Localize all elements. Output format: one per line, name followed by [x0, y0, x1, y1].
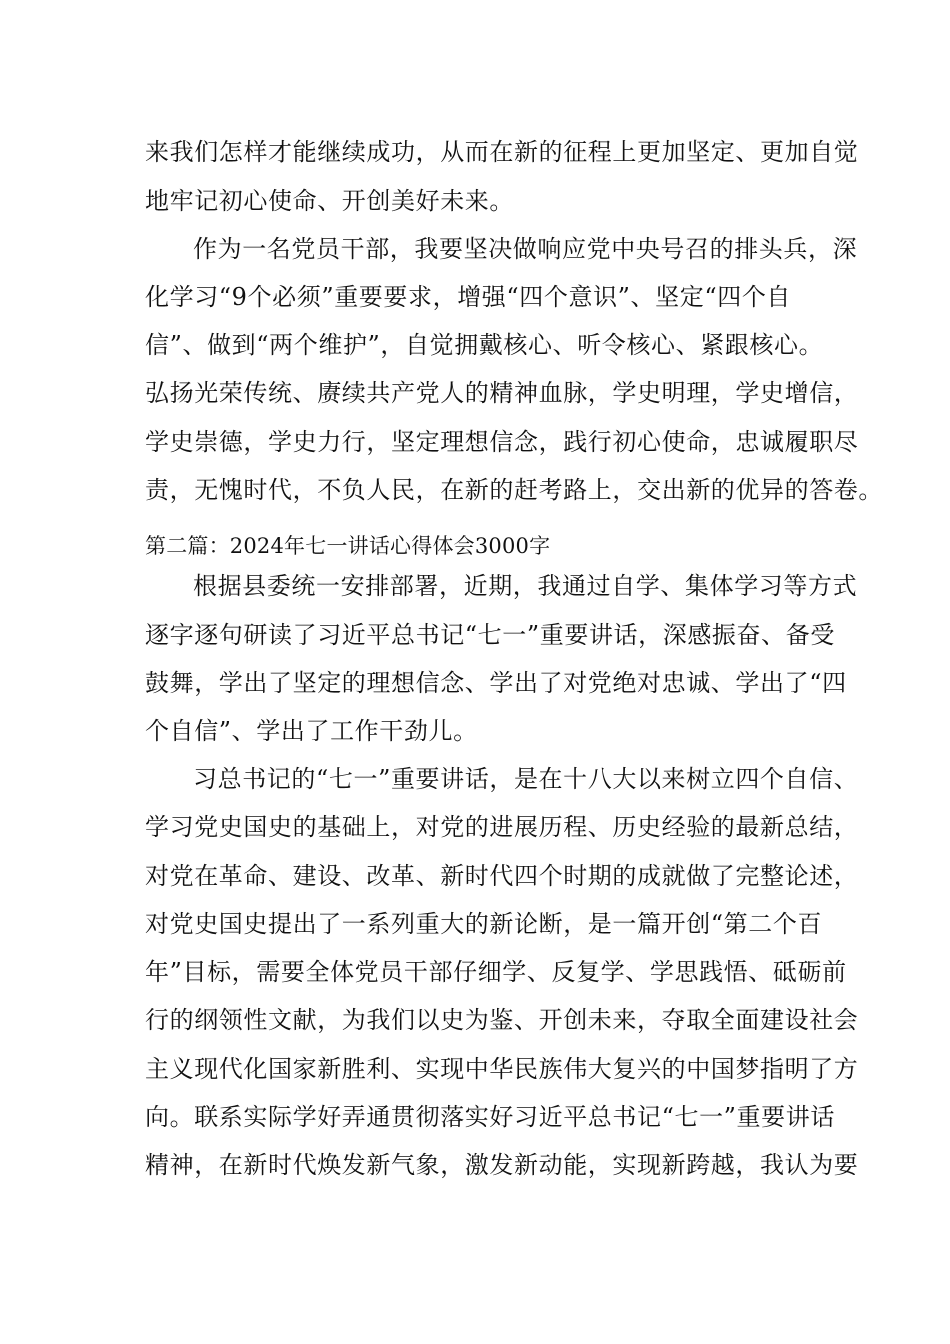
paragraph-2-line-6: 责，无愧时代，不负人民，在新的赶考路上，交出新的优异的答卷。	[145, 476, 883, 504]
paragraph-3-line-1: 根据县委统一安排部署，近期，我通过自学、集体学习等方式	[193, 572, 858, 600]
paragraph-4-line-5: 年”目标，需要全体党员干部仔细学、反复学、学思践悟、砥砺前	[145, 958, 847, 986]
paragraph-4-line-3: 对党在革命、建设、改革、新时代四个时期的成就做了完整论述，	[145, 862, 859, 890]
paragraph-4-line-7: 主义现代化国家新胜利、实现中华民族伟大复兴的中国梦指明了方	[145, 1055, 859, 1083]
paragraph-3-line-2: 逐字逐句研读了习近平总书记“七一”重要讲话，深感振奋、备受	[145, 621, 835, 649]
paragraph-4-line-2: 学习党史国史的基础上，对党的进展历程、历史经验的最新总结，	[145, 813, 859, 841]
paragraph-2-line-4: 弘扬光荣传统、赓续共产党人的精神血脉，学史明理，学史增信，	[145, 379, 859, 407]
paragraph-4-line-9: 精神，在新时代焕发新气象，激发新动能，实现新跨越，我认为要	[145, 1151, 859, 1179]
paragraph-3-line-3: 鼓舞，学出了坚定的理想信念、学出了对党绝对忠诚、学出了“四	[145, 669, 847, 697]
paragraph-1-line-1: 来我们怎样才能继续成功，从而在新的征程上更加坚定、更加自觉	[145, 138, 859, 166]
paragraph-4-line-6: 行的纲领性文献，为我们以史为鉴、开创未来，夺取全面建设社会	[145, 1006, 859, 1034]
paragraph-4-line-4: 对党史国史提出了一系列重大的新论断，是一篇开创“第二个百	[145, 910, 823, 938]
paragraph-2-line-3: 信”、做到“两个维护”，自觉拥戴核心、听令核心、紧跟核心。	[145, 331, 824, 359]
paragraph-2-line-1: 作为一名党员干部，我要坚决做响应党中央号召的排头兵，深	[193, 235, 858, 263]
paragraph-2-line-5: 学史崇德，学史力行，坚定理想信念，践行初心使命，忠诚履职尽	[145, 428, 859, 456]
paragraph-4-line-1: 习总书记的“七一”重要讲话，是在十八大以来树立四个自信、	[193, 765, 859, 793]
paragraph-4-line-8: 向。联系实际学好弄通贯彻落实好习近平总书记“七一”重要讲话	[145, 1103, 835, 1131]
section-heading: 第二篇：2024年七一讲话心得体会3000字	[145, 534, 551, 558]
paragraph-3-line-4: 个自信”、学出了工作干劲儿。	[145, 717, 478, 745]
paragraph-2-line-2: 化学习“9个必须”重要要求，增强“四个意识”、坚定“四个自	[145, 283, 792, 311]
paragraph-1-line-2: 地牢记初心使命、开创美好未来。	[145, 187, 514, 215]
